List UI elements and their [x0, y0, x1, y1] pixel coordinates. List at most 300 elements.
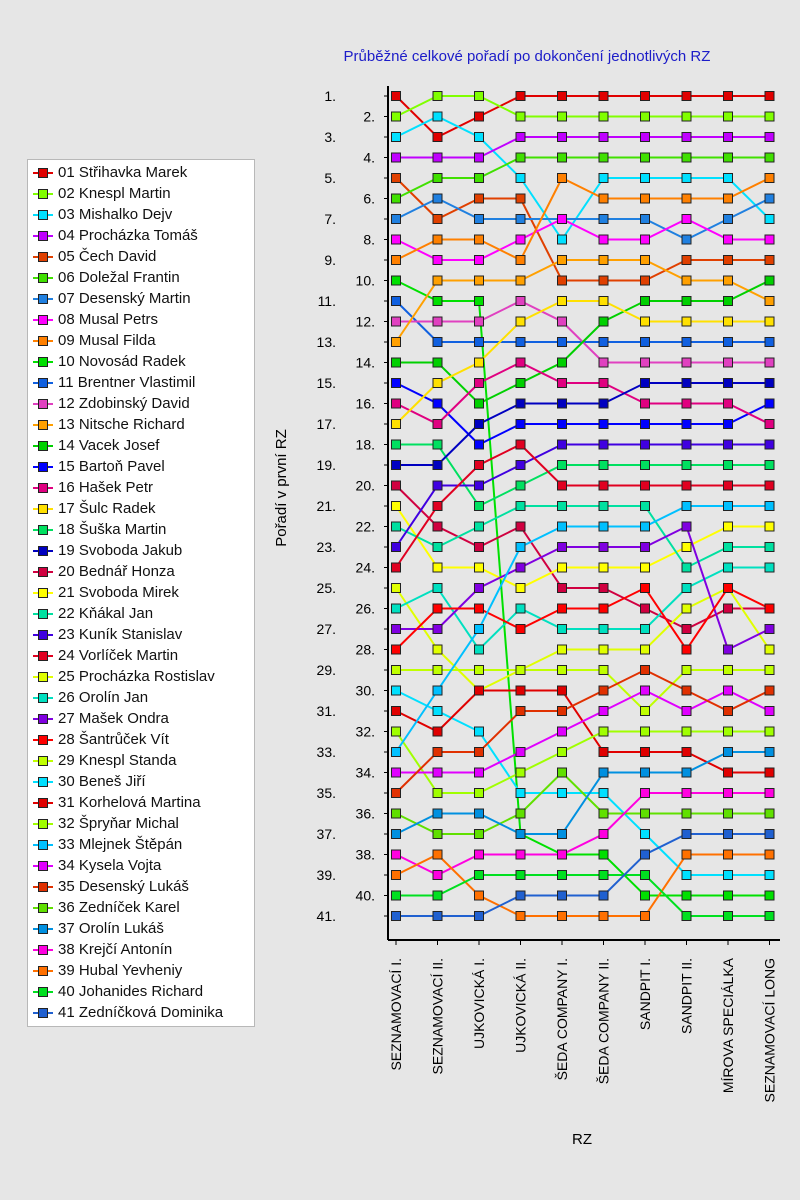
- data-point-3: [765, 215, 774, 224]
- series-line-15: [396, 383, 770, 445]
- data-point-9: [392, 256, 401, 265]
- data-point-30: [392, 686, 401, 695]
- data-point-14: [558, 358, 567, 367]
- data-point-39: [516, 912, 525, 921]
- data-point-28: [392, 645, 401, 654]
- data-point-30: [765, 871, 774, 880]
- y-tick-label: 39.: [316, 867, 336, 883]
- data-point-13: [516, 276, 525, 285]
- data-point-4: [433, 153, 442, 162]
- x-tick-label: SEZNAMOVACÍ II.: [429, 958, 446, 1075]
- data-point-25: [433, 645, 442, 654]
- data-point-27: [682, 522, 691, 531]
- data-point-29: [392, 666, 401, 675]
- y-tick-label: 13.: [316, 334, 336, 350]
- data-point-34: [765, 707, 774, 716]
- data-point-33: [516, 543, 525, 552]
- data-point-2: [599, 112, 608, 121]
- legend-label: 09 Musal Filda: [58, 332, 156, 349]
- data-point-31: [558, 686, 567, 695]
- series-line-2: [396, 96, 770, 117]
- data-point-11: [433, 338, 442, 347]
- data-point-20: [641, 604, 650, 613]
- legend-label: 16 Hašek Petr: [58, 479, 154, 496]
- data-point-8: [392, 235, 401, 244]
- series-line-18: [396, 445, 770, 507]
- data-point-2: [724, 112, 733, 121]
- data-point-27: [433, 625, 442, 634]
- data-point-36: [599, 809, 608, 818]
- data-point-23: [516, 461, 525, 470]
- data-point-37: [475, 809, 484, 818]
- data-point-27: [724, 645, 733, 654]
- data-point-1: [516, 92, 525, 101]
- data-point-21: [558, 563, 567, 572]
- data-point-40: [433, 891, 442, 900]
- x-tick-label: UJKOVICKÁ I.: [471, 958, 487, 1050]
- x-tick-label: UJKOVICKÁ II.: [512, 958, 529, 1053]
- data-point-8: [433, 256, 442, 265]
- data-point-33: [599, 522, 608, 531]
- data-point-18: [433, 440, 442, 449]
- y-tick-label: 12.: [355, 313, 375, 330]
- legend-label: 21 Svoboda Mirek: [58, 584, 179, 601]
- x-tick-label: SEZNAMOVACÍ I.: [388, 958, 404, 1071]
- data-point-20: [516, 522, 525, 531]
- data-point-20: [599, 584, 608, 593]
- data-point-17: [392, 420, 401, 429]
- data-point-14: [516, 379, 525, 388]
- data-point-36: [765, 809, 774, 818]
- data-point-21: [641, 563, 650, 572]
- data-point-18: [682, 461, 691, 470]
- data-point-23: [682, 440, 691, 449]
- data-point-6: [682, 153, 691, 162]
- data-point-14: [682, 297, 691, 306]
- data-point-36: [516, 809, 525, 818]
- data-point-5: [682, 256, 691, 265]
- data-point-32: [558, 748, 567, 757]
- data-point-31: [475, 686, 484, 695]
- y-tick-label: 23.: [316, 539, 336, 555]
- data-point-9: [433, 235, 442, 244]
- data-point-38: [682, 789, 691, 798]
- data-point-15: [724, 420, 733, 429]
- data-point-31: [392, 707, 401, 716]
- data-point-41: [724, 830, 733, 839]
- data-point-8: [475, 256, 484, 265]
- data-point-12: [475, 317, 484, 326]
- legend-label: 05 Čech David: [58, 248, 157, 265]
- data-point-22: [765, 543, 774, 552]
- data-point-15: [765, 399, 774, 408]
- legend-label: 27 Mašek Ondra: [58, 710, 169, 727]
- data-point-19: [641, 379, 650, 388]
- legend-label: 08 Musal Petrs: [58, 311, 159, 328]
- series-line-22: [396, 506, 770, 568]
- data-point-6: [433, 174, 442, 183]
- data-point-19: [599, 399, 608, 408]
- data-point-34: [682, 707, 691, 716]
- data-point-24: [641, 481, 650, 490]
- data-point-30: [558, 789, 567, 798]
- data-point-31: [682, 748, 691, 757]
- data-point-35: [599, 686, 608, 695]
- data-point-22: [724, 543, 733, 552]
- data-point-26: [724, 563, 733, 572]
- legend-label: 23 Kuník Stanislav: [58, 626, 183, 643]
- y-tick-label: 40.: [355, 887, 375, 904]
- data-point-31: [641, 748, 650, 757]
- data-point-18: [475, 502, 484, 511]
- data-point-21: [516, 584, 525, 593]
- data-point-3: [641, 174, 650, 183]
- data-point-27: [475, 584, 484, 593]
- data-point-25: [599, 645, 608, 654]
- data-point-3: [599, 174, 608, 183]
- data-point-41: [392, 912, 401, 921]
- data-point-24: [765, 481, 774, 490]
- data-point-12: [724, 358, 733, 367]
- data-point-5: [641, 276, 650, 285]
- legend-label: 06 Doležal Frantin: [58, 269, 180, 286]
- data-point-19: [765, 379, 774, 388]
- data-point-20: [558, 584, 567, 593]
- data-point-24: [682, 481, 691, 490]
- series-line-23: [396, 445, 770, 548]
- data-point-2: [558, 112, 567, 121]
- data-point-41: [433, 912, 442, 921]
- data-point-25: [765, 645, 774, 654]
- data-point-41: [641, 850, 650, 859]
- data-point-21: [475, 563, 484, 572]
- data-point-14: [765, 276, 774, 285]
- data-point-35: [682, 686, 691, 695]
- data-point-13: [558, 256, 567, 265]
- data-point-7: [392, 215, 401, 224]
- data-point-6: [516, 153, 525, 162]
- data-point-28: [599, 604, 608, 613]
- data-point-30: [682, 871, 691, 880]
- data-point-40: [392, 891, 401, 900]
- legend-label: 19 Svoboda Jakub: [58, 542, 183, 559]
- data-point-23: [724, 440, 733, 449]
- data-point-5: [724, 256, 733, 265]
- data-point-13: [724, 276, 733, 285]
- data-point-18: [516, 481, 525, 490]
- data-point-5: [392, 174, 401, 183]
- data-point-2: [516, 112, 525, 121]
- legend-label: 11 Brentner Vlastimil: [58, 374, 196, 391]
- data-point-16: [475, 379, 484, 388]
- data-point-10: [475, 297, 484, 306]
- data-point-12: [392, 317, 401, 326]
- data-point-38: [516, 850, 525, 859]
- data-point-26: [599, 625, 608, 634]
- legend-label: 04 Procházka Tomáš: [58, 227, 198, 244]
- data-point-35: [516, 707, 525, 716]
- data-point-32: [433, 789, 442, 798]
- legend-label: 35 Desenský Lukáš: [58, 878, 189, 895]
- data-point-16: [558, 379, 567, 388]
- data-point-41: [516, 891, 525, 900]
- legend-label: 24 Vorlíček Martin: [58, 647, 179, 664]
- legend-label: 20 Bednář Honza: [58, 563, 175, 580]
- data-point-6: [641, 153, 650, 162]
- data-point-40: [516, 871, 525, 880]
- data-point-17: [724, 317, 733, 326]
- data-point-6: [765, 153, 774, 162]
- data-point-15: [433, 399, 442, 408]
- data-point-18: [765, 461, 774, 470]
- data-point-22: [558, 502, 567, 511]
- y-tick-label: 17.: [316, 416, 336, 432]
- data-point-14: [392, 358, 401, 367]
- data-point-27: [516, 563, 525, 572]
- data-point-13: [682, 276, 691, 285]
- data-point-26: [475, 645, 484, 654]
- data-point-24: [724, 481, 733, 490]
- data-point-37: [724, 748, 733, 757]
- data-point-10: [724, 891, 733, 900]
- data-point-29: [682, 666, 691, 675]
- y-tick-label: 16.: [355, 395, 375, 412]
- data-point-38: [641, 789, 650, 798]
- data-point-29: [558, 666, 567, 675]
- y-tick-label: 28.: [355, 641, 375, 658]
- data-point-7: [516, 215, 525, 224]
- data-point-30: [599, 789, 608, 798]
- data-point-39: [641, 912, 650, 921]
- data-point-14: [724, 297, 733, 306]
- data-point-27: [392, 625, 401, 634]
- data-point-17: [475, 358, 484, 367]
- data-point-17: [765, 317, 774, 326]
- x-tick-label: SANDPIT II.: [678, 958, 695, 1034]
- data-point-34: [475, 768, 484, 777]
- data-point-26: [516, 604, 525, 613]
- x-axis-title: RZ: [572, 1131, 592, 1148]
- data-point-9: [599, 194, 608, 203]
- legend-label: 03 Mishalko Dejv: [58, 206, 173, 223]
- y-tick-label: 29.: [316, 662, 336, 678]
- chart-title: Průběžné celkové pořadí po dokončení jednotlivých RZ: [343, 48, 711, 65]
- y-tick-label: 1.: [324, 88, 336, 104]
- y-tick-label: 37.: [316, 826, 336, 842]
- data-point-1: [475, 112, 484, 121]
- data-point-13: [765, 297, 774, 306]
- y-tick-label: 4.: [363, 149, 375, 166]
- y-tick-label: 11.: [317, 293, 336, 309]
- data-point-29: [765, 666, 774, 675]
- data-point-13: [599, 256, 608, 265]
- data-point-9: [765, 174, 774, 183]
- data-point-24: [516, 440, 525, 449]
- data-point-41: [599, 891, 608, 900]
- data-point-16: [599, 379, 608, 388]
- data-point-20: [724, 604, 733, 613]
- y-tick-label: 27.: [316, 621, 336, 637]
- data-point-17: [599, 297, 608, 306]
- data-point-5: [599, 276, 608, 285]
- data-point-28: [433, 604, 442, 613]
- legend-label: 18 Šuška Martin: [58, 521, 167, 538]
- data-point-32: [682, 727, 691, 736]
- data-point-7: [641, 215, 650, 224]
- data-point-25: [392, 584, 401, 593]
- data-point-14: [641, 297, 650, 306]
- data-point-28: [724, 584, 733, 593]
- data-point-26: [558, 625, 567, 634]
- legend-label: 14 Vacek Josef: [58, 437, 160, 454]
- legend-label: 32 Špryňar Michal: [58, 815, 179, 832]
- data-point-7: [599, 215, 608, 224]
- data-point-24: [558, 481, 567, 490]
- data-point-41: [765, 830, 774, 839]
- legend-label: 28 Šantrůček Vít: [58, 731, 169, 748]
- legend-label: 30 Beneš Jiří: [58, 773, 146, 790]
- data-point-4: [682, 133, 691, 142]
- y-tick-label: 18.: [355, 436, 375, 453]
- data-point-11: [599, 338, 608, 347]
- data-point-26: [392, 604, 401, 613]
- y-tick-label: 26.: [355, 600, 375, 617]
- y-tick-label: 15.: [316, 375, 336, 391]
- data-point-19: [433, 461, 442, 470]
- data-point-1: [392, 92, 401, 101]
- data-point-29: [599, 666, 608, 675]
- data-point-28: [558, 604, 567, 613]
- data-point-2: [765, 112, 774, 121]
- data-point-38: [433, 871, 442, 880]
- y-tick-label: 5.: [324, 170, 336, 186]
- data-point-8: [765, 235, 774, 244]
- data-point-28: [475, 604, 484, 613]
- legend-label: 37 Orolín Lukáš: [58, 920, 164, 937]
- data-point-31: [516, 686, 525, 695]
- data-point-3: [392, 133, 401, 142]
- data-point-23: [558, 440, 567, 449]
- data-point-31: [433, 727, 442, 736]
- data-point-4: [558, 133, 567, 142]
- data-point-34: [641, 686, 650, 695]
- data-point-4: [765, 133, 774, 142]
- legend-label: 33 Mlejnek Štěpán: [58, 836, 183, 853]
- legend-label: 02 Knespl Martin: [58, 185, 171, 202]
- data-point-15: [682, 420, 691, 429]
- legend-label: 29 Knespl Standa: [58, 752, 177, 769]
- data-point-6: [392, 194, 401, 203]
- data-point-2: [392, 112, 401, 121]
- data-point-14: [433, 358, 442, 367]
- data-point-6: [558, 153, 567, 162]
- data-point-11: [765, 338, 774, 347]
- data-point-36: [558, 768, 567, 777]
- data-point-3: [516, 174, 525, 183]
- y-tick-label: 30.: [355, 682, 375, 699]
- data-point-29: [433, 666, 442, 675]
- data-point-37: [765, 748, 774, 757]
- data-point-23: [392, 543, 401, 552]
- data-point-1: [641, 92, 650, 101]
- data-point-18: [599, 461, 608, 470]
- data-point-21: [765, 522, 774, 531]
- data-point-1: [599, 92, 608, 101]
- data-point-25: [641, 645, 650, 654]
- data-point-5: [558, 276, 567, 285]
- y-tick-label: 25.: [316, 580, 336, 596]
- data-point-29: [641, 707, 650, 716]
- data-point-19: [392, 461, 401, 470]
- data-point-20: [392, 481, 401, 490]
- data-point-9: [682, 194, 691, 203]
- data-point-3: [433, 112, 442, 121]
- data-point-15: [599, 420, 608, 429]
- data-point-29: [516, 666, 525, 675]
- data-point-26: [641, 625, 650, 634]
- data-point-34: [392, 768, 401, 777]
- legend-label: 17 Šulc Radek: [58, 500, 156, 517]
- data-point-2: [433, 92, 442, 101]
- data-point-16: [641, 399, 650, 408]
- data-point-32: [516, 768, 525, 777]
- data-point-39: [765, 850, 774, 859]
- y-tick-label: 7.: [324, 211, 336, 227]
- data-point-27: [641, 543, 650, 552]
- data-point-7: [765, 194, 774, 203]
- data-point-19: [682, 379, 691, 388]
- data-point-3: [682, 174, 691, 183]
- data-point-20: [475, 543, 484, 552]
- data-point-4: [516, 133, 525, 142]
- data-point-16: [516, 358, 525, 367]
- data-point-26: [433, 584, 442, 593]
- data-point-38: [724, 789, 733, 798]
- data-point-37: [516, 830, 525, 839]
- data-point-39: [724, 850, 733, 859]
- data-point-4: [599, 133, 608, 142]
- data-point-37: [392, 830, 401, 839]
- data-point-22: [682, 563, 691, 572]
- data-point-27: [558, 543, 567, 552]
- data-point-32: [765, 727, 774, 736]
- data-point-6: [475, 174, 484, 183]
- data-point-2: [475, 92, 484, 101]
- data-point-17: [682, 317, 691, 326]
- data-point-7: [682, 235, 691, 244]
- y-tick-label: 6.: [363, 190, 375, 207]
- y-tick-label: 2.: [363, 108, 375, 125]
- data-point-8: [558, 215, 567, 224]
- data-point-35: [392, 789, 401, 798]
- data-point-4: [475, 153, 484, 162]
- data-point-36: [682, 809, 691, 818]
- data-point-28: [516, 625, 525, 634]
- data-point-16: [682, 399, 691, 408]
- legend-label: 38 Krejčí Antonín: [58, 941, 173, 958]
- data-point-40: [641, 871, 650, 880]
- data-point-19: [475, 420, 484, 429]
- data-point-22: [392, 522, 401, 531]
- data-point-36: [475, 830, 484, 839]
- data-point-12: [558, 317, 567, 326]
- y-tick-label: 31.: [316, 703, 336, 719]
- data-point-7: [433, 194, 442, 203]
- y-tick-label: 9.: [324, 252, 336, 268]
- data-point-37: [682, 768, 691, 777]
- data-point-33: [641, 522, 650, 531]
- data-point-7: [724, 215, 733, 224]
